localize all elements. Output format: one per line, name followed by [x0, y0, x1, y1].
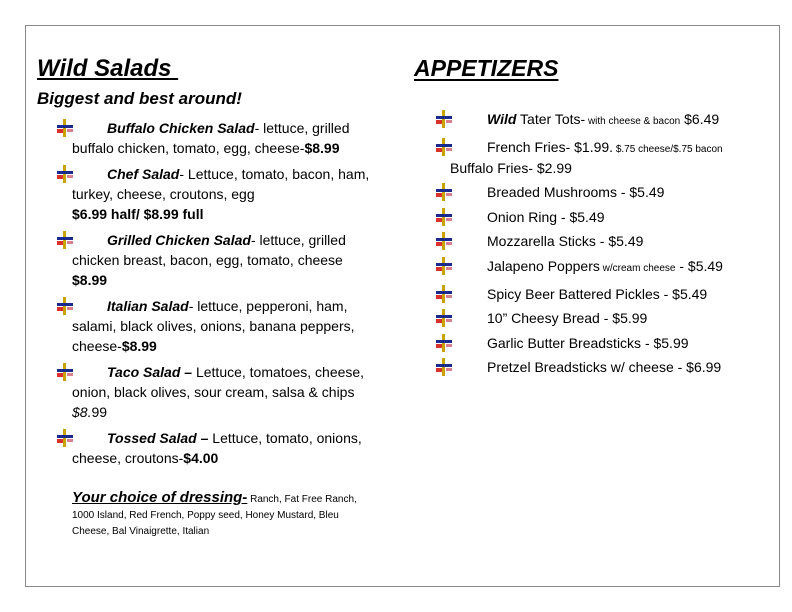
appetizer-name: Tater Tots-	[516, 111, 586, 127]
salad-name: Taco Salad –	[107, 364, 193, 380]
appetizer-item-jalapeno	[414, 256, 774, 279]
appetizer-name: 10” Cheesy Bread - $5.99	[487, 310, 648, 327]
dressing-heading: Your choice of dressing-	[72, 489, 248, 506]
appetizer-list	[414, 109, 774, 377]
cross-bullet-icon	[436, 183, 452, 201]
salad-description: Lettuce, tomatoes, cheese, onion, black olives, sour cream, salsa & chips	[72, 364, 365, 400]
cross-bullet-icon	[57, 231, 73, 249]
cross-bullet-icon	[57, 363, 73, 381]
appetizers-title: APPETIZERS	[414, 55, 559, 81]
salad-item-taco	[37, 362, 377, 422]
salads-column	[37, 54, 377, 540]
appetizers-column	[414, 54, 774, 382]
salads-subtitle: Biggest and best around!	[37, 89, 242, 108]
appetizer-item-tater-tots	[414, 109, 774, 132]
appetizer-name: Breaded Mushrooms - $5.49	[487, 184, 665, 201]
salad-item-italian	[37, 296, 377, 356]
appetizer-item-mushrooms	[414, 182, 774, 202]
appetizer-item-cheesy-bread	[414, 308, 774, 328]
salad-name: Grilled Chicken Salad	[107, 232, 251, 248]
cross-bullet-icon	[436, 138, 452, 156]
salad-price: $6.99 half/ $8.99 full	[72, 206, 204, 222]
cross-bullet-icon	[436, 257, 452, 275]
appetizer-item-pickles	[414, 284, 774, 304]
salad-item-tossed	[37, 428, 377, 468]
salad-price: $8.	[72, 404, 92, 420]
salads-title: Wild Salads	[37, 55, 179, 82]
cross-bullet-icon	[436, 334, 452, 352]
salad-name: Tossed Salad –	[107, 430, 209, 446]
salad-list	[37, 118, 377, 468]
cross-bullet-icon	[57, 297, 73, 315]
appetizer-note: $.75 cheese/$.75 bacon	[613, 143, 723, 155]
appetizer-note: w/cream cheese	[599, 262, 676, 274]
appetizer-name: Jalapeno Poppers	[487, 257, 600, 274]
cross-bullet-icon	[436, 358, 452, 376]
salad-item-grilled-chicken	[37, 230, 377, 290]
appetizer-price: - $5.49	[675, 257, 723, 274]
appetizer-note: with cheese & bacon	[585, 116, 681, 127]
appetizer-price: $6.49	[680, 111, 720, 127]
salad-name: Italian Salad	[107, 298, 189, 314]
salad-price-cents: 99	[91, 404, 108, 420]
salad-description: Lettuce, tomato, onions, cheese, croutons-	[72, 430, 362, 466]
salad-description: - lettuce, grilled buffalo chicken, tomato, egg, cheese-	[72, 120, 350, 156]
cross-bullet-icon	[436, 208, 452, 226]
appetizer-name: Onion Ring - $5.49	[487, 208, 605, 225]
appetizer-name: Pretzel Breadsticks w/ cheese - $6.99	[487, 359, 722, 376]
salad-description: - lettuce, pepperoni, ham, salami, black olives, onions, banana peppers, cheese-	[72, 298, 355, 354]
cross-bullet-icon	[57, 429, 73, 447]
cross-bullet-icon	[436, 232, 452, 250]
cross-bullet-icon	[436, 309, 452, 327]
appetizer-item-buffalo-fries: Buffalo Fries- $2.99	[450, 160, 572, 177]
salad-item-chef	[37, 164, 377, 224]
appetizer-name: Spicy Beer Battered Pickles - $5.49	[487, 285, 708, 302]
appetizer-name: Garlic Butter Breadsticks - $5.99	[487, 334, 689, 351]
dressing-section	[37, 490, 377, 540]
appetizer-item-garlic-breadsticks	[414, 333, 774, 353]
appetizer-name: French Fries- $1.99.	[487, 138, 614, 155]
salad-price: $8.99	[72, 272, 108, 288]
cross-bullet-icon	[436, 285, 452, 303]
salad-price: $8.99	[121, 338, 157, 354]
appetizer-item-french-fries	[414, 137, 774, 160]
cross-bullet-icon	[57, 165, 73, 183]
salad-price: $4.00	[183, 450, 219, 466]
appetizer-item-mozzarella	[414, 231, 774, 251]
appetizer-name-emphasis: Wild	[487, 111, 517, 127]
dressing-options: Ranch, Fat Free Ranch, 1000 Island, Red French, Poppy seed, Honey Mustard, Bleu Cheese, Bal Vinaigrette, Italian	[72, 494, 357, 537]
appetizer-item-pretzel-breadsticks	[414, 357, 774, 377]
appetizer-item-onion-ring	[414, 207, 774, 227]
cross-bullet-icon	[436, 110, 452, 128]
salad-name: Chef Salad	[107, 166, 180, 182]
salad-item-buffalo-chicken	[37, 118, 377, 158]
cross-bullet-icon	[57, 119, 73, 137]
salad-name: Buffalo Chicken Salad	[107, 120, 255, 136]
appetizer-name: Mozzarella Sticks - $5.49	[487, 233, 644, 250]
salad-description: - lettuce, grilled chicken breast, bacon, egg, tomato, cheese	[72, 232, 346, 268]
salad-price: $8.99	[304, 140, 340, 156]
salad-description: - Lettuce, tomato, bacon, ham, turkey, cheese, croutons, egg	[72, 166, 370, 202]
